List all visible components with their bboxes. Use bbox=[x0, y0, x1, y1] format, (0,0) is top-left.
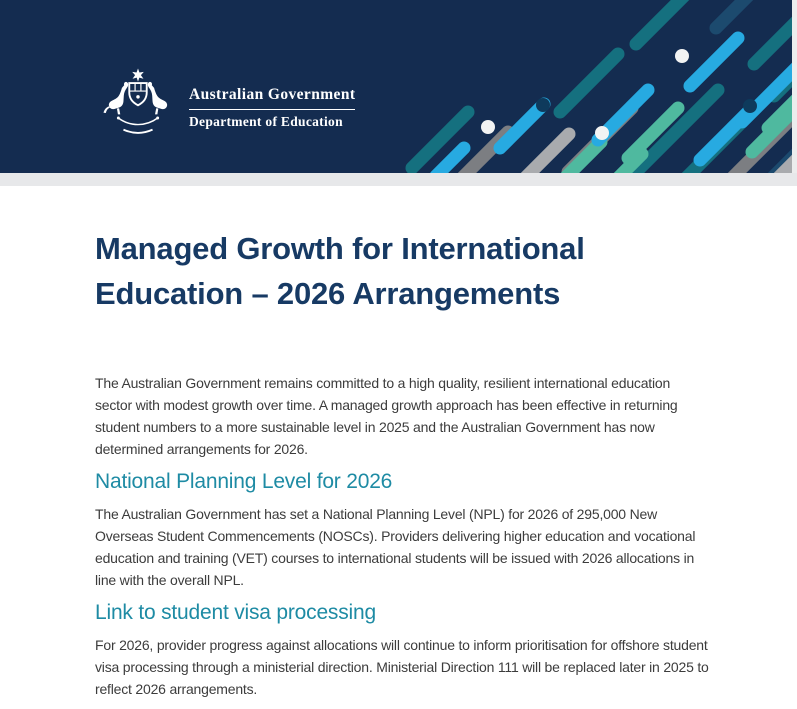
document-content bbox=[95, 195, 710, 700]
brand-text-block bbox=[189, 86, 355, 130]
australian-coat-of-arms-icon bbox=[98, 64, 178, 140]
section-paragraph-national-planning-level: The Australian Government has set a National Planning Level (NPL) for 2026 of 295,000 New Overseas Student Commencements (NOSCs). Providers delivering higher education and vocational education and training (VET) courses to international students will be issued with 2026 allocations in line with the overall NPL. bbox=[95, 506, 696, 588]
page-title bbox=[95, 226, 710, 316]
header-separator-band bbox=[0, 173, 797, 186]
section-national-planning-level bbox=[95, 469, 710, 591]
section-paragraph-student-visa-processing: For 2026, provider progress against allocations will continue to inform prioritisation for offshore student visa processing through a ministerial direction. Ministerial Direction 111 will be replaced later in 2025 to reflect 2026 arrangements. bbox=[95, 637, 709, 697]
section-heading-national-planning-level: National Planning Level for 2026 bbox=[95, 470, 393, 493]
page-right-edge bbox=[792, 0, 797, 186]
page-title-line1: Managed Growth for International bbox=[95, 231, 585, 266]
page-title-line2: Education – 2026 Arrangements bbox=[95, 276, 561, 311]
intro-paragraph: The Australian Government remains committed to a high quality, resilient international education sector with modest growth over time. A managed growth approach has been effective in returning student numbers to a more sustainable level in 2025 and the Australian Government has now determined arrangements for 2026. bbox=[95, 375, 678, 457]
document-header-banner bbox=[0, 0, 792, 173]
dept-name: Department of Education bbox=[189, 114, 343, 129]
government-brand bbox=[98, 64, 355, 140]
section-heading-student-visa-processing: Link to student visa processing bbox=[95, 601, 376, 624]
brand-divider bbox=[189, 109, 355, 110]
org-name: Australian Government bbox=[189, 86, 356, 103]
section-student-visa-processing bbox=[95, 600, 710, 700]
